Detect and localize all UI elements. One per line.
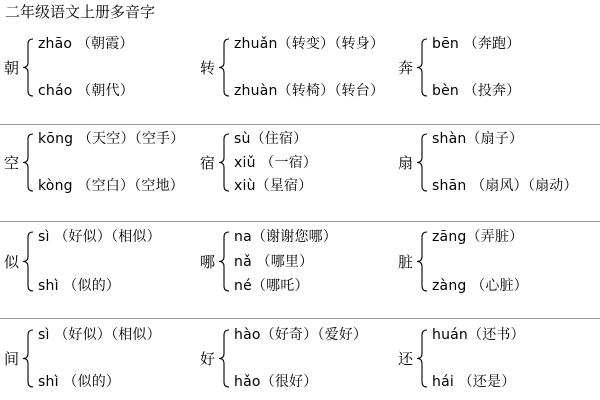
polyphone-char: 间: [4, 349, 20, 368]
section-divider: [0, 318, 600, 319]
pinyin-line: hái （还是）: [432, 374, 516, 390]
pinyin-line: shàn（扇子）: [432, 131, 524, 147]
pinyin-line: shān （扇风）（扇动）: [432, 178, 578, 194]
polyphone-char: 朝: [4, 58, 20, 77]
polyphone-char: 转: [200, 58, 216, 77]
page-title: 二年级语文上册多音字: [5, 3, 156, 21]
polyphone-char: 哪: [200, 252, 216, 271]
brace-icon: [218, 329, 232, 388]
pinyin-line: huán（还书）: [432, 327, 525, 343]
brace-icon: [22, 38, 36, 97]
section-divider: [0, 124, 600, 125]
pinyin-line: xiù（星宿）: [234, 178, 313, 194]
polyphone-char: 宿: [200, 153, 216, 172]
brace-icon: [218, 231, 232, 292]
pinyin-line: na（谢谢您哪）: [234, 229, 338, 245]
polyphone-char: 还: [398, 349, 414, 368]
section-divider: [0, 221, 600, 222]
pinyin-line: bèn （投奔）: [432, 83, 521, 99]
polyphone-char: 奔: [398, 58, 414, 77]
pinyin-line: hǎo（很好）: [234, 374, 318, 390]
brace-icon: [22, 133, 36, 192]
pinyin-line: shì （似的）: [38, 374, 121, 390]
pinyin-line: zāng（弄脏）: [432, 229, 524, 245]
pinyin-line: zhuǎn（转变）（转身）: [234, 36, 385, 52]
pinyin-line: kōng （天空）（空手）: [38, 131, 185, 147]
pinyin-line: zhāo （朝霞）: [38, 36, 134, 52]
brace-icon: [416, 231, 430, 292]
brace-icon: [218, 38, 232, 97]
pinyin-line: zhuàn（转椅）（转台）: [234, 83, 385, 99]
polyphone-char: 空: [4, 153, 20, 172]
pinyin-line: sù（住宿）: [234, 131, 308, 147]
pinyin-line: sì （好似）（相似）: [38, 327, 161, 343]
polyphone-char: 似: [4, 252, 20, 271]
pinyin-line: nǎ （哪里）: [234, 253, 314, 270]
pinyin-line: kòng （空白）（空地）: [38, 178, 184, 194]
polyphone-char: 好: [200, 349, 216, 368]
pinyin-line: hào（好奇）（爱好）: [234, 327, 368, 343]
brace-icon: [416, 133, 430, 192]
pinyin-line: né（哪吒）: [234, 278, 309, 294]
polyphone-char: 扇: [398, 153, 414, 172]
pinyin-line: cháo （朝代）: [38, 83, 134, 99]
pinyin-line: xiǔ （一宿）: [234, 154, 318, 171]
polyphone-char: 脏: [398, 252, 414, 271]
pinyin-line: bēn （奔跑）: [432, 36, 521, 52]
pinyin-line: sì （好似）（相似）: [38, 229, 161, 245]
brace-icon: [218, 133, 232, 192]
brace-icon: [22, 329, 36, 388]
brace-icon: [416, 38, 430, 97]
pinyin-line: shì （似的）: [38, 278, 121, 294]
brace-icon: [22, 231, 36, 292]
brace-icon: [416, 329, 430, 388]
pinyin-line: zàng （心脏）: [432, 278, 528, 294]
